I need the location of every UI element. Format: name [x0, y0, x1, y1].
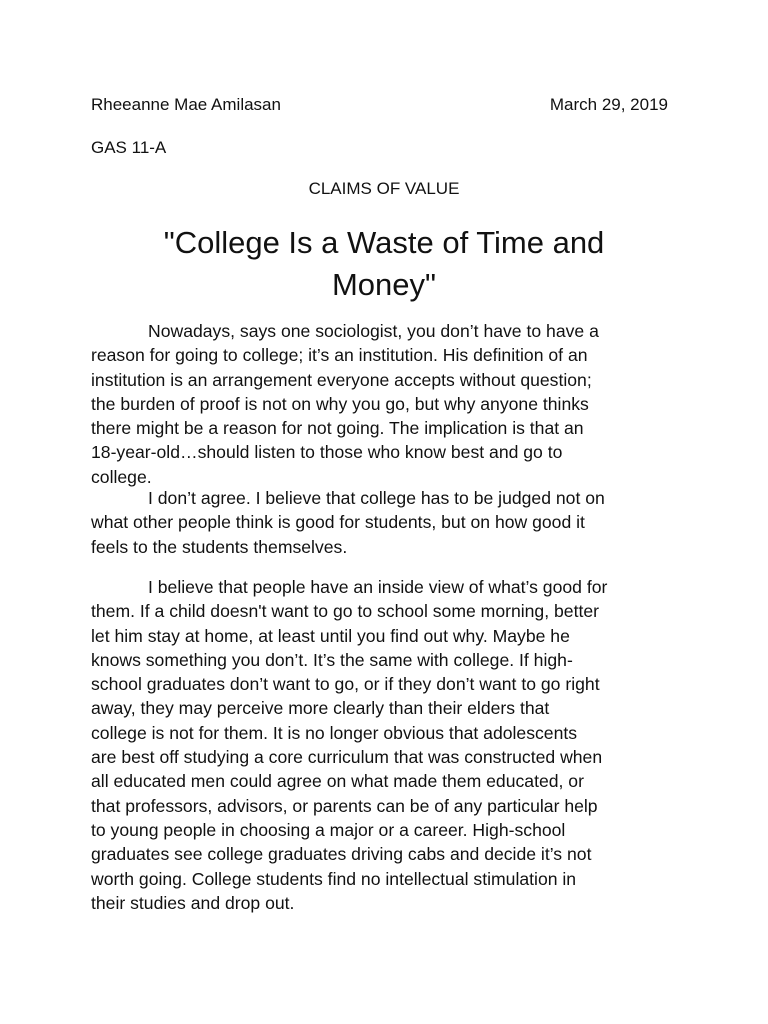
paragraph-line: I don’t agree. I believe that college has to be judged not on [148, 488, 605, 508]
paragraph-line: knows something you don’t. It’s the same with college. If high- [91, 649, 573, 670]
claim-type-heading: CLAIMS OF VALUE [308, 179, 460, 198]
paragraph-line: to young people in choosing a major or a career. High-school [91, 819, 566, 840]
essay-title-line-1: "College Is a Waste of Time and [163, 225, 605, 260]
paragraph-line: reason for going to college; it’s an institution. His definition of an [91, 345, 588, 366]
paragraph-line: away, they may perceive more clearly than their elders that [91, 698, 550, 719]
paragraph-3 [91, 575, 691, 915]
essay-title [120, 222, 648, 306]
paragraph-line: feels to the students themselves. [91, 536, 348, 557]
paragraph-line: I believe that people have an inside view of what’s good for [148, 577, 608, 597]
paragraph-1 [91, 319, 691, 489]
header-row [91, 93, 668, 117]
paragraph-line: graduates see college graduates driving cabs and decide it’s not [91, 844, 592, 865]
paragraph-line: that professors, advisors, or parents can be of any particular help [91, 795, 598, 816]
essay-title-line-2: Money" [331, 267, 437, 302]
paragraph-line: college is not for them. It is no longer obvious that adolescents [91, 722, 578, 743]
paragraph-2 [91, 486, 691, 559]
paragraph-line: their studies and drop out. [91, 892, 295, 913]
paragraph-line: institution is an arrangement everyone accepts without question; [91, 369, 592, 390]
paragraph-line: college. [91, 466, 152, 487]
paragraph-line: what other people think is good for students, but on how good it [91, 512, 585, 533]
paragraph-line: them. If a child doesn't want to go to school some morning, better [91, 601, 599, 622]
paragraph-line: Nowadays, says one sociologist, you don’t have to have a [148, 321, 599, 341]
document-date: March 29, 2019 [549, 95, 668, 114]
paragraph-line: there might be a reason for not going. The implication is that an [91, 418, 584, 439]
paragraph-line: let him stay at home, at least until you find out why. Maybe he [91, 625, 570, 646]
author-name: Rheeanne Mae Amilasan [91, 95, 281, 114]
paragraph-line: are best off studying a core curriculum that was constructed when [91, 747, 603, 768]
paragraph-line: the burden of proof is not on why you go, but why anyone thinks [91, 393, 589, 414]
paragraph-line: 18-year-old…should listen to those who know best and go to [91, 442, 563, 463]
paragraph-line: all educated men could agree on what made them educated, or [91, 771, 584, 792]
paragraph-line: worth going. College students find no intellectual stimulation in [91, 868, 577, 889]
paragraph-line: school graduates don’t want to go, or if they don’t want to go right [91, 674, 600, 695]
class-section: GAS 11-A [91, 138, 167, 157]
